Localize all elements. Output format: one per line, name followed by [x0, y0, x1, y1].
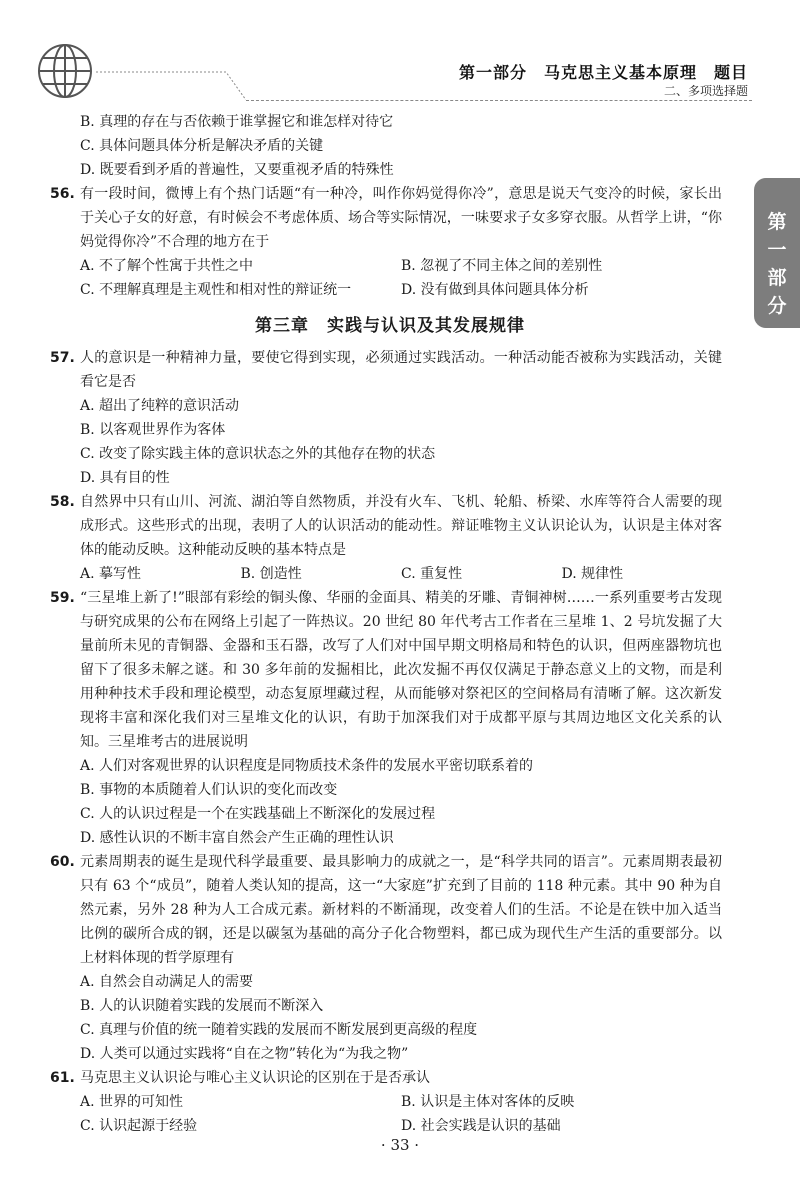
section-side-tab [754, 178, 800, 328]
question-number: 59. [50, 590, 75, 606]
header-divider [246, 100, 752, 101]
option: D. 规律性 [561, 566, 624, 582]
question-61 [50, 1066, 722, 1090]
question-text: “三星堆上新了!”眼部有彩绘的铜头像、华丽的金面具、精美的牙雕、青铜神树……一系列重要考古发现与研究成果的公布在网络上引起了一阵热议。20 世纪 80 年代考古工作者在三星堆 1、2 号坑发掘了大量前所未见的青铜器、金器和玉石器，改写了人们对中国早期文明格局和特色的认识，但两座器物坑也留下了很多未解之谜。和 30 多年前的发掘相比，此次发掘不再仅仅满足于静态意义上的文物，而是利用种种技术手段和理论模型，动态复原埋藏过程，从而能够对祭祀区的空间格局有清晰了解。这次新发现将丰富和深化我们对三星堆文化的认识，有助于加深我们对于成都平原与其周边地区文化关系的认知。三星堆考古的进展说明 [80, 590, 722, 750]
option: B. 创造性 [240, 566, 302, 582]
option: D. 没有做到具体问题具体分析 [401, 282, 589, 298]
question-text: 人的意识是一种精神力量，要使它得到实现，必须通过实践活动。一种活动能否被称为实践活动，关键看它是否 [80, 350, 722, 390]
option: C. 重复性 [401, 566, 463, 582]
option: C. 具体问题具体分析是解决矛盾的关键 [80, 138, 324, 154]
page-number: · 33 · [380, 1136, 420, 1154]
side-tab-char: 一 [767, 239, 787, 261]
question-text: 元素周期表的诞生是现代科学最重要、最具影响力的成就之一，是“科学共同的语言”。元素周期表最初只有 63 个“成员”，随着人类认知的提高，这一“大家庭”扩充到了目前的 118 种元素。其中 90 种为自然元素，另外 28 种为人工合成元素。新材料的不断涌现，改变着人们的生活。不论是在铁中加入适当比例的碳所合成的钢，还是以碳氢为基础的高分子化合物塑料，都已成为现代生产生活的重要部分。以上材料体现的哲学原理有 [80, 854, 722, 966]
question-56 [50, 182, 722, 254]
option: D. 社会实践是认识的基础 [401, 1118, 561, 1134]
side-tab-char: 分 [767, 295, 787, 317]
option: B. 人的认识随着实践的发展而不断深入 [80, 998, 324, 1014]
page-content [50, 110, 722, 1138]
option: A. 世界的可知性 [80, 1094, 184, 1110]
option: C. 认识起源于经验 [80, 1118, 198, 1134]
question-60 [50, 850, 722, 970]
option: A. 人们对客观世界的认识程度是同物质技术条件的发展水平密切联系着的 [80, 758, 534, 774]
globe-icon [36, 42, 94, 100]
option: A. 超出了纯粹的意识活动 [80, 398, 240, 414]
page-header [0, 0, 800, 110]
option: A. 摹写性 [80, 566, 142, 582]
header-subtitle: 二、多项选择题 [663, 84, 748, 98]
question-text: 马克思主义认识论与唯心主义认识论的区别在于是否承认 [80, 1070, 430, 1086]
question-text: 有一段时间，微博上有个热门话题“有一种冷，叫作你妈觉得你冷”，意思是说天气变冷的时候，家长出于关心子女的好意，有时候会不考虑体质、场合等实际情况，一味要求子女多穿衣服。从哲学上讲，“你妈觉得你冷”不合理的地方在于 [80, 186, 722, 250]
option: C. 改变了除实践主体的意识状态之外的其他存在物的状态 [80, 446, 436, 462]
header-title: 第一部分 马克思主义基本原理 题目 [458, 63, 748, 82]
option-row [58, 1090, 722, 1114]
question-59 [50, 586, 722, 754]
question-number: 57. [50, 350, 75, 366]
question-number: 60. [50, 854, 75, 870]
option-row [58, 278, 722, 302]
chapter-title: 第三章 实践与认识及其发展规律 [255, 316, 525, 336]
option: C. 人的认识过程是一个在实践基础上不断深化的发展过程 [80, 806, 436, 822]
option: A. 自然会自动满足人的需要 [80, 974, 254, 990]
side-tab-char: 部 [767, 267, 787, 289]
question-58 [50, 490, 722, 562]
question-number: 58. [50, 494, 75, 510]
question-text: 自然界中只有山川、河流、湖泊等自然物质，并没有火车、飞机、轮船、桥梁、水库等符合人需要的现成形式。这些形式的出现，表明了人的认识活动的能动性。辩证唯物主义认识论认为，认识是主体对客体的能动反映。这种能动反映的基本特点是 [80, 494, 722, 558]
option: B. 忽视了不同主体之间的差别性 [401, 258, 603, 274]
option-row [58, 562, 722, 586]
header-decoration [96, 70, 246, 100]
option: D. 人类可以通过实践将“自在之物”转化为“为我之物” [80, 1046, 409, 1062]
side-tab-char: 第 [767, 211, 787, 233]
option: D. 既要看到矛盾的普遍性，又要重视矛盾的特殊性 [80, 162, 394, 178]
option: C. 不理解真理是主观性和相对性的辩证统一 [80, 282, 352, 298]
option: B. 认识是主体对客体的反映 [401, 1094, 575, 1110]
option-row [58, 1114, 722, 1138]
option: B. 真理的存在与否依赖于谁掌握它和谁怎样对待它 [80, 114, 394, 130]
option: B. 以客观世界作为客体 [80, 422, 226, 438]
question-number: 61. [50, 1070, 75, 1086]
option-row [58, 254, 722, 278]
question-57 [50, 346, 722, 394]
question-number: 56. [50, 186, 75, 202]
option: D. 具有目的性 [80, 470, 170, 486]
option: D. 感性认识的不断丰富自然会产生正确的理性认识 [80, 830, 394, 846]
option: B. 事物的本质随着人们认识的变化而改变 [80, 782, 338, 798]
option: A. 不了解个性寓于共性之中 [80, 258, 254, 274]
option: C. 真理与价值的统一随着实践的发展而不断发展到更高级的程度 [80, 1022, 478, 1038]
